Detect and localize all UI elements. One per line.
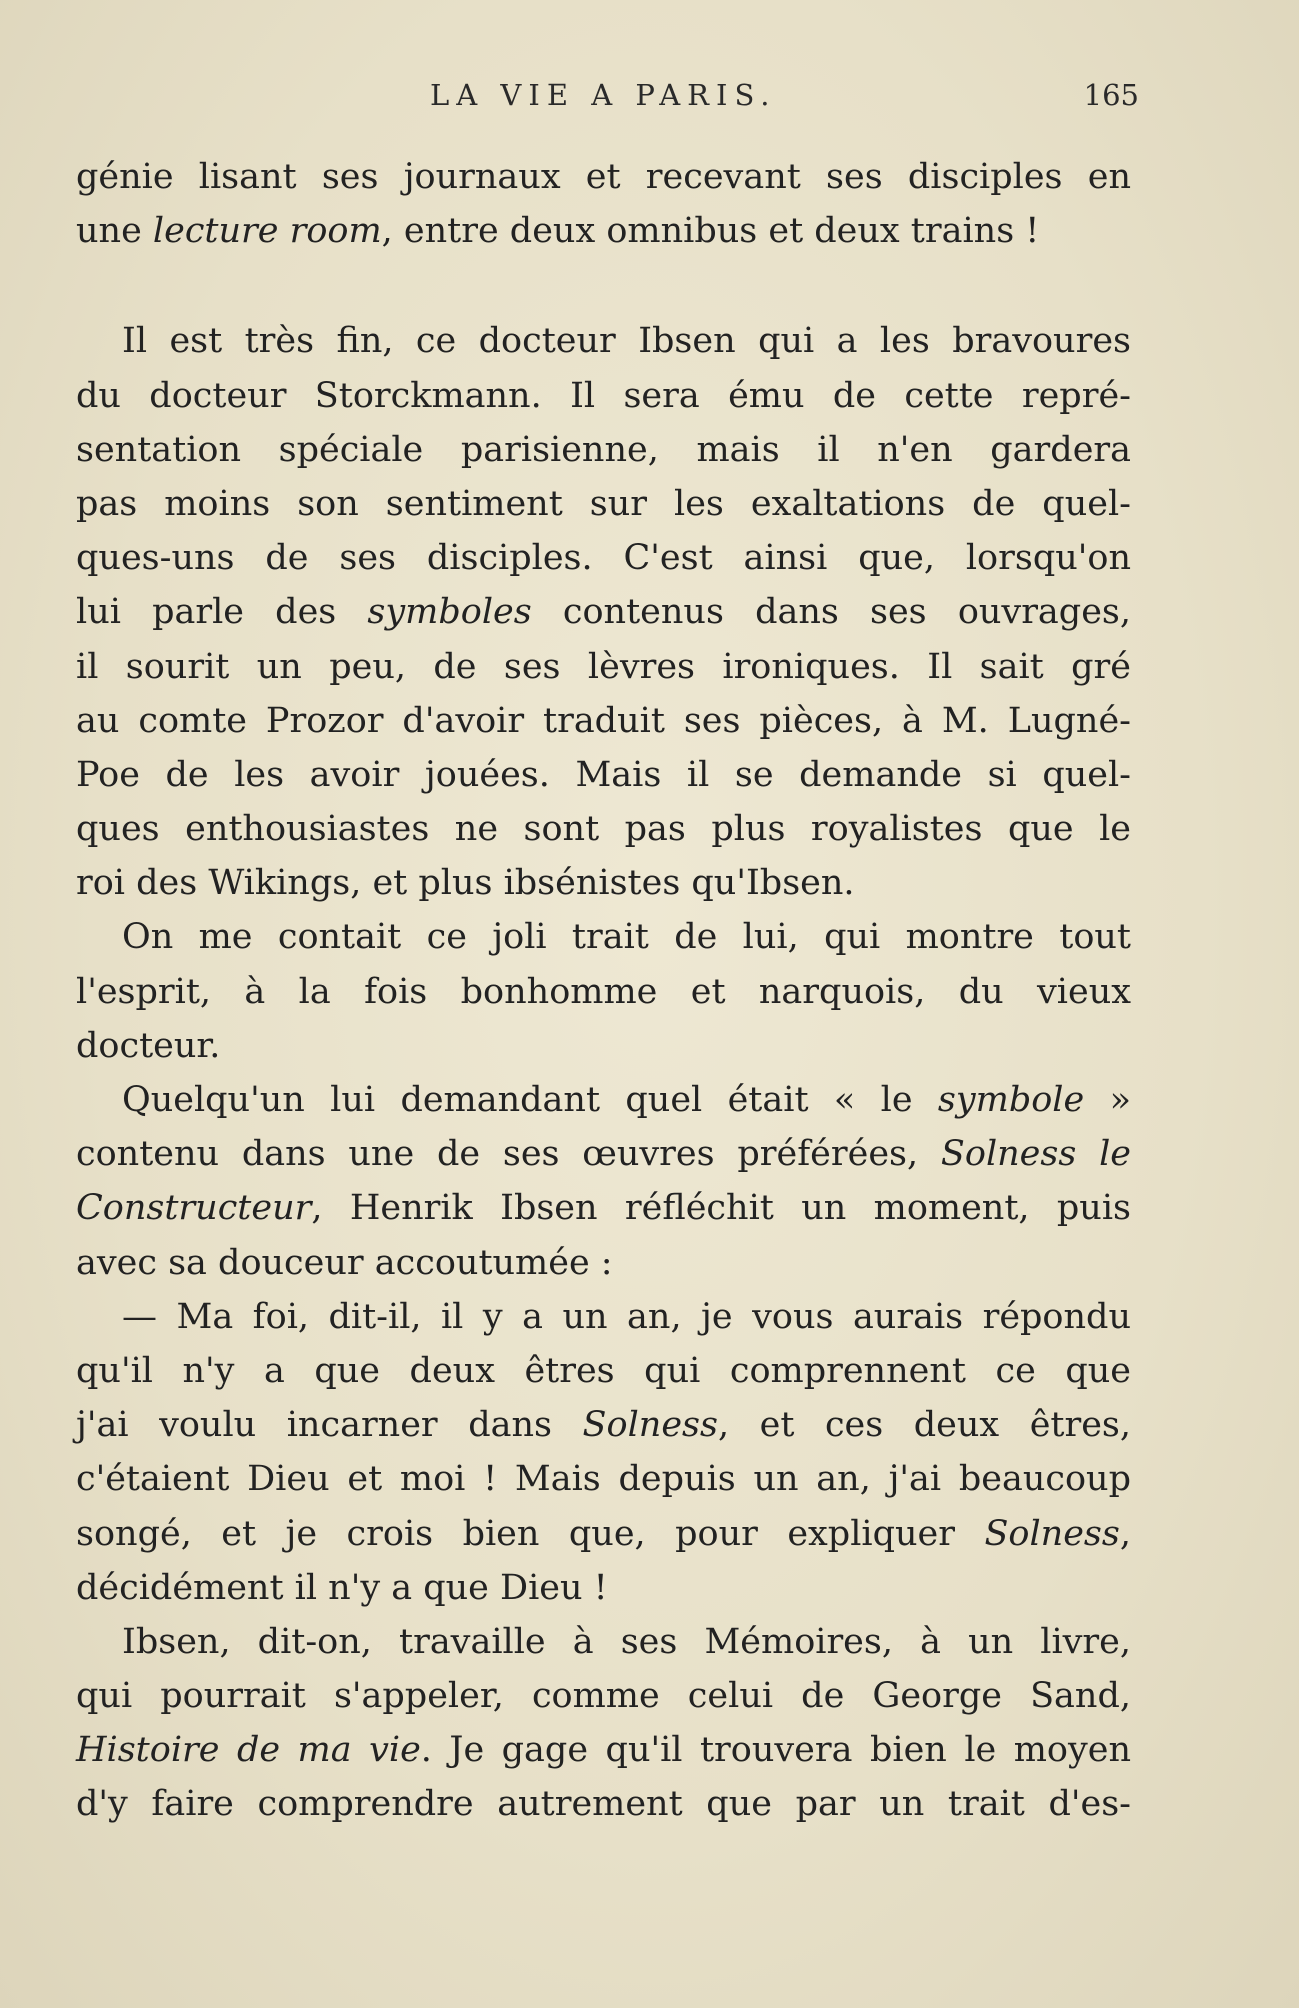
text-line: génie lisant ses journaux et recevant ses disciples en [76,157,1131,197]
text-line: On me contait ce joli trait de lui, qui montre tout [122,917,1131,958]
section-break [76,258,1131,314]
text-line: docteur. [76,1025,221,1066]
text-line: roi des Wikings, et plus ibsénistes qu'Ibsen. [76,863,855,904]
text-line: une lecture room, entre deux omnibus et deux trains ! [76,211,1040,252]
running-title: LA VIE A PARIS. [430,78,777,112]
paragraph [76,1290,1131,1615]
italic-title: Constructeur [76,1188,312,1229]
text-line: j'ai voulu incarner dans Solness, et ces deux êtres, [76,1405,1132,1446]
text-line: c'étaient Dieu et moi ! Mais depuis un an, j'ai beaucoup [76,1459,1131,1500]
text-line: Constructeur, Henrik Ibsen réfléchit un moment, puis [76,1188,1131,1229]
text-line: qu'il n'y a que deux êtres qui comprennent ce que [76,1350,1131,1391]
text-line: lui parle des symboles contenus dans ses ouvrages, [76,592,1132,633]
text-line: songé, et je crois bien que, pour expliquer Solness, [76,1513,1131,1554]
text-line: Histoire de ma vie. Je gage qu'il trouvera bien le moyen [76,1730,1131,1771]
text-line: l'esprit, à la fois bonhomme et narquois, du vieux [76,971,1131,1012]
text-line: sentation spéciale parisienne, mais il n'en gardera [76,429,1131,470]
text-line: au comte Prozor d'avoir traduit ses pièces, à M. Lugné- [76,700,1131,741]
paragraph [76,314,1131,910]
text-line: Poe de les avoir jouées. Mais il se demande si quel- [76,754,1131,795]
page-number: 165 [1083,78,1139,112]
italic-phrase: lecture room [152,211,382,252]
text-line: Ibsen, dit-on, travaille à ses Mémoires, à un livre, [122,1621,1131,1662]
paragraph [76,910,1131,1073]
text-line: ques-uns de ses disciples. C'est ainsi que, lorsqu'on [76,538,1131,579]
italic-title: Solness [984,1513,1120,1554]
italic-title: Solness [582,1405,718,1446]
text-line: — Ma foi, dit-il, il y a un an, je vous aurais répondu [122,1296,1131,1337]
text-line: d'y faire comprendre autrement que par un trait d'es- [76,1784,1131,1825]
text-line: il sourit un peu, de ses lèvres ironiques. Il sait gré [76,646,1131,687]
page-header [0,78,1299,118]
text-line: Il est très fin, ce docteur Ibsen qui a les bravoures [122,321,1131,362]
italic-word: symbole [937,1080,1085,1120]
text-line: ques enthousiastes ne sont pas plus royalistes que le [76,809,1131,850]
text-line: qui pourrait s'appeler, comme celui de George Sand, [76,1676,1131,1717]
paragraph [76,150,1131,258]
italic-word: symboles [367,592,532,633]
text-line: contenu dans une de ses œuvres préférées, Solness le [76,1134,1131,1175]
text-line: décidément il n'y a que Dieu ! [76,1567,608,1608]
text-line: pas moins son sentiment sur les exaltations de quel- [76,483,1131,524]
text-line: avec sa douceur accoutumée : [76,1242,613,1283]
text-line: Quelqu'un lui demandant quel était « le symbole » [122,1080,1131,1120]
body-text [76,150,1131,1832]
text-line: du docteur Storckmann. Il sera ému de cette repré- [76,375,1131,416]
italic-title: Histoire de ma vie [76,1730,421,1771]
italic-title: Solness le [940,1134,1131,1175]
paragraph [76,1073,1131,1290]
paragraph [76,1615,1131,1832]
